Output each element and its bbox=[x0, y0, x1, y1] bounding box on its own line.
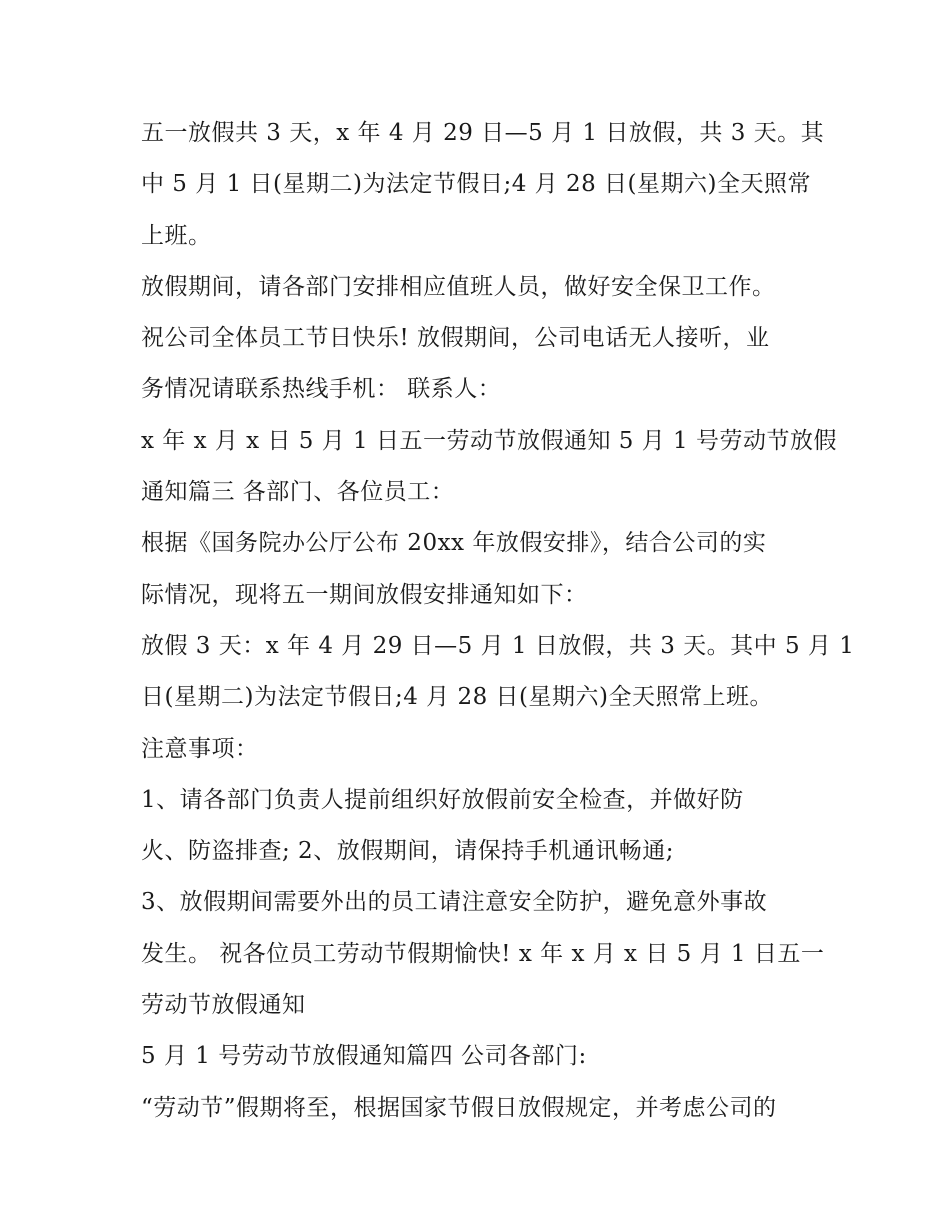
text-line: 1、请各部门负责人提前组织好放假前安全检查，并做好防 bbox=[141, 786, 744, 813]
text-line: 注意事项： bbox=[141, 735, 259, 762]
text-line: 务情况请联系热线手机： 联系人： bbox=[141, 376, 502, 403]
text-line: 通知篇三 各部门、各位员工： bbox=[141, 479, 455, 506]
text-line: 3、放假期间需要外出的员工请注意安全防护，避免意外事故 bbox=[141, 889, 768, 916]
text-line: 中 5 月 1 日(星期二)为法定节假日;4 月 28 日(星期六)全天照常 bbox=[141, 171, 811, 198]
text-line: 祝公司全体员工节日快乐! 放假期间，公司电话无人接听，业 bbox=[141, 325, 770, 352]
text-line: 日(星期二)为法定节假日;4 月 28 日(星期六)全天照常上班。 bbox=[141, 684, 773, 711]
text-line: x 年 x 月 x 日 5 月 1 日五一劳动节放假通知 5 月 1 号劳动节放假 bbox=[141, 427, 837, 454]
text-line: 5 月 1 号劳动节放假通知篇四 公司各部门: bbox=[141, 1043, 587, 1070]
text-line: 放假 3 天：x 年 4 月 29 日—5 月 1 日放假，共 3 天。其中 5 月 1 bbox=[141, 632, 855, 659]
text-line: 际情况，现将五一期间放假安排通知如下： bbox=[141, 581, 588, 608]
document-body bbox=[141, 108, 855, 1134]
text-line: 上班。 bbox=[141, 222, 212, 249]
text-line: 根据《国务院办公厅公布 20xx 年放假安排》，结合公司的实 bbox=[141, 530, 767, 557]
text-line: 火、防盗排查; 2、放假期间，请保持手机通讯畅通; bbox=[141, 838, 674, 865]
text-line: “劳动节”假期将至，根据国家节假日放假规定，并考虑公司的 bbox=[141, 1094, 777, 1121]
text-line: 五一放假共 3 天，x 年 4 月 29 日—5 月 1 日放假，共 3 天。其 bbox=[141, 120, 825, 146]
text-line: 放假期间，请各部门安排相应值班人员，做好安全保卫工作。 bbox=[141, 273, 776, 300]
text-line: 劳动节放假通知 bbox=[141, 992, 306, 1019]
text-line: 发生。 祝各位员工劳动节假期愉快! x 年 x 月 x 日 5 月 1 日五一 bbox=[141, 940, 825, 967]
